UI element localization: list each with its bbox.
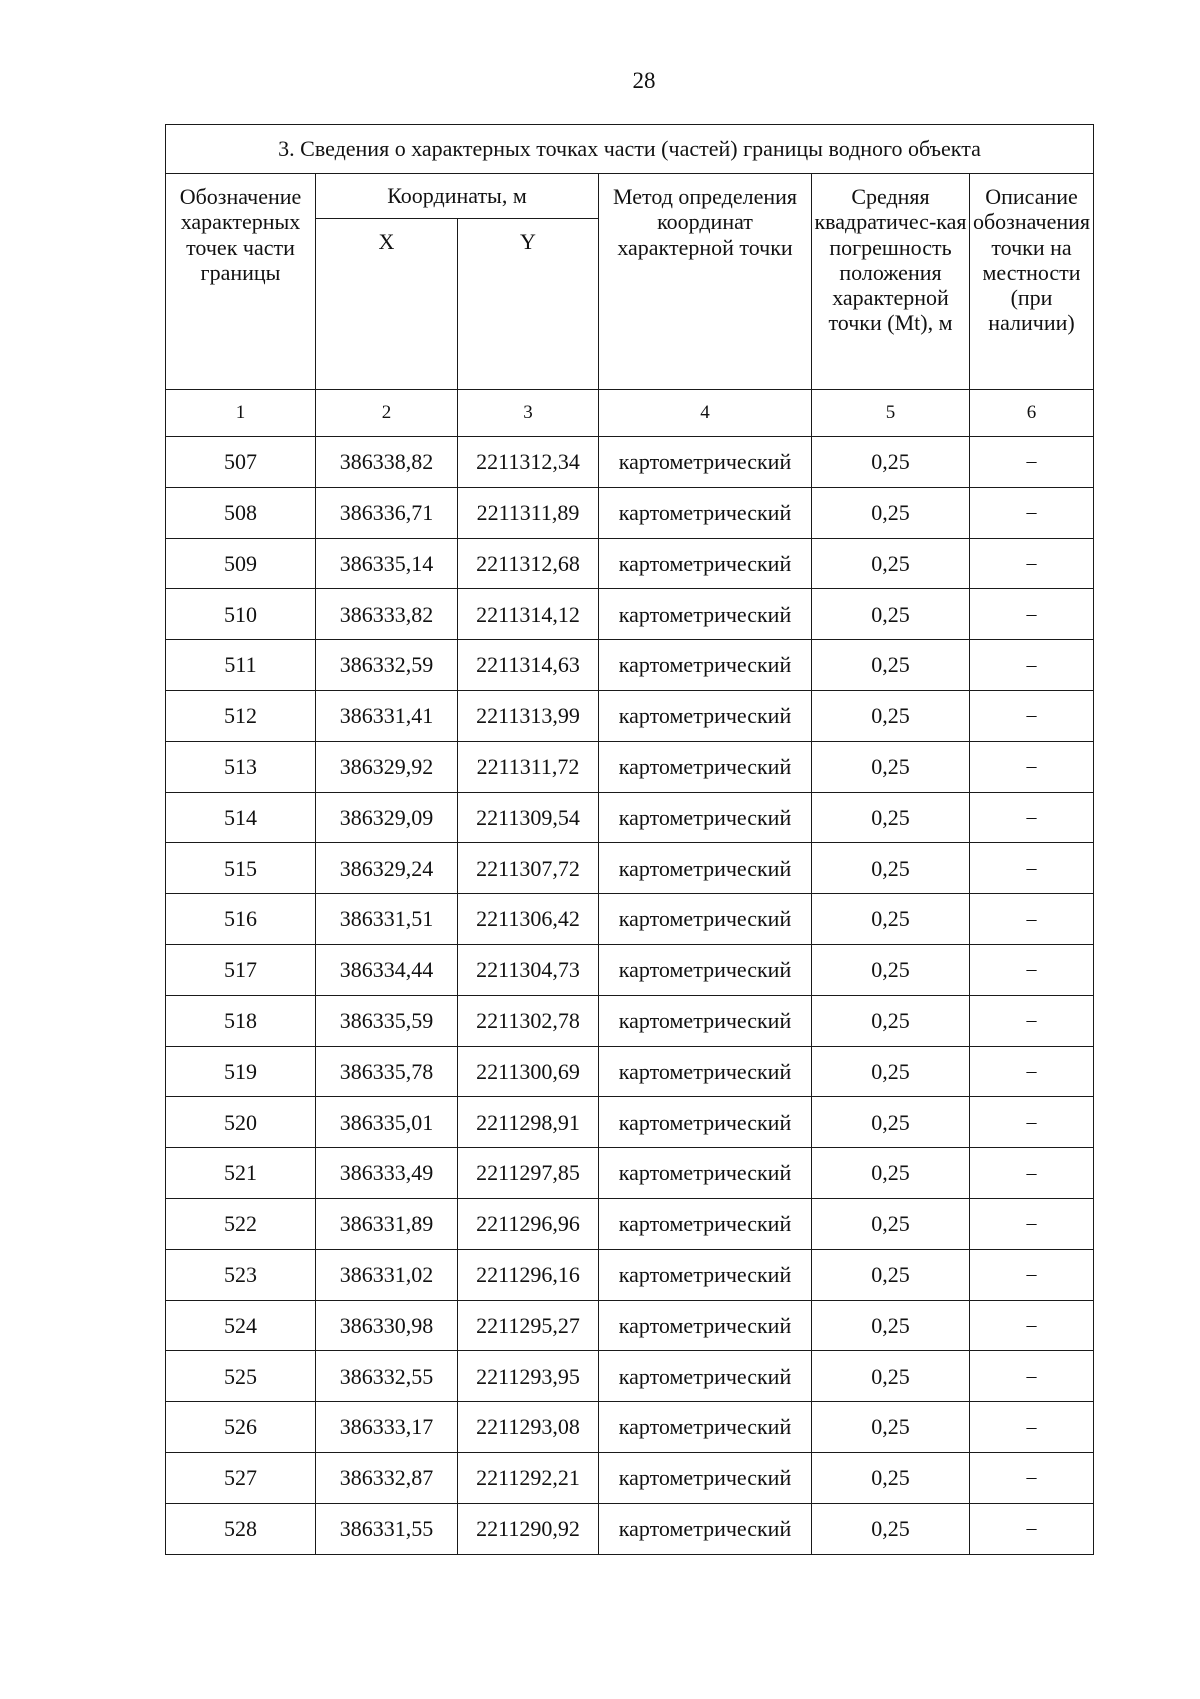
- description-cell: –: [970, 1046, 1094, 1097]
- description-cell: –: [970, 1300, 1094, 1351]
- description-cell: –: [970, 1351, 1094, 1402]
- boundary-points-table: [165, 124, 1094, 1555]
- point-id-cell: 528: [166, 1503, 316, 1554]
- description-cell: –: [970, 437, 1094, 488]
- method-cell: картометрический: [599, 995, 812, 1046]
- mean-square-error-cell: 0,25: [812, 1402, 970, 1453]
- table-row: [166, 792, 1094, 843]
- point-id-cell: 525: [166, 1351, 316, 1402]
- table-row: [166, 894, 1094, 945]
- point-id-cell: 527: [166, 1452, 316, 1503]
- point-id-cell: 518: [166, 995, 316, 1046]
- table-title: 3. Сведения о характерных точках части (частей) границы водного объекта: [166, 125, 1094, 174]
- x-coordinate-cell: 386332,87: [316, 1452, 458, 1503]
- description-cell: –: [970, 741, 1094, 792]
- table-row: [166, 1402, 1094, 1453]
- table-body: [166, 437, 1094, 1555]
- x-coordinate-cell: 386334,44: [316, 944, 458, 995]
- table-header: [166, 125, 1094, 437]
- description-cell: –: [970, 995, 1094, 1046]
- point-id-cell: 508: [166, 487, 316, 538]
- x-coordinate-cell: 386335,01: [316, 1097, 458, 1148]
- method-cell: картометрический: [599, 640, 812, 691]
- y-coordinate-cell: 2211309,54: [458, 792, 599, 843]
- point-id-cell: 526: [166, 1402, 316, 1453]
- header-description: Описание обозначения точки на местности (при наличии): [970, 174, 1094, 390]
- point-id-cell: 520: [166, 1097, 316, 1148]
- header-y: Y: [458, 219, 599, 390]
- column-number: 1: [166, 390, 316, 437]
- table-row: [166, 1097, 1094, 1148]
- y-coordinate-cell: 2211312,68: [458, 538, 599, 589]
- point-id-cell: 510: [166, 589, 316, 640]
- table-row: [166, 640, 1094, 691]
- y-coordinate-cell: 2211304,73: [458, 944, 599, 995]
- method-cell: картометрический: [599, 843, 812, 894]
- y-coordinate-cell: 2211295,27: [458, 1300, 599, 1351]
- y-coordinate-cell: 2211302,78: [458, 995, 599, 1046]
- y-coordinate-cell: 2211300,69: [458, 1046, 599, 1097]
- header-designation: Обозначение характерных точек части границы: [166, 174, 316, 390]
- point-id-cell: 512: [166, 690, 316, 741]
- mean-square-error-cell: 0,25: [812, 1198, 970, 1249]
- description-cell: –: [970, 894, 1094, 945]
- page-number: 28: [632, 68, 656, 93]
- table-row: [166, 1452, 1094, 1503]
- method-cell: картометрический: [599, 1503, 812, 1554]
- mean-square-error-cell: 0,25: [812, 1452, 970, 1503]
- method-cell: картометрический: [599, 944, 812, 995]
- method-cell: картометрический: [599, 690, 812, 741]
- table-row: [166, 1300, 1094, 1351]
- x-coordinate-cell: 386333,82: [316, 589, 458, 640]
- mean-square-error-cell: 0,25: [812, 1351, 970, 1402]
- y-coordinate-cell: 2211293,95: [458, 1351, 599, 1402]
- header-coordinates: Координаты, м: [316, 174, 599, 219]
- x-coordinate-cell: 386330,98: [316, 1300, 458, 1351]
- mean-square-error-cell: 0,25: [812, 640, 970, 691]
- table-row: [166, 1503, 1094, 1554]
- method-cell: картометрический: [599, 589, 812, 640]
- y-coordinate-cell: 2211313,99: [458, 690, 599, 741]
- mean-square-error-cell: 0,25: [812, 1046, 970, 1097]
- description-cell: –: [970, 589, 1094, 640]
- x-coordinate-cell: 386331,51: [316, 894, 458, 945]
- x-coordinate-cell: 386331,89: [316, 1198, 458, 1249]
- y-coordinate-cell: 2211311,89: [458, 487, 599, 538]
- point-id-cell: 517: [166, 944, 316, 995]
- mean-square-error-cell: 0,25: [812, 1300, 970, 1351]
- y-coordinate-cell: 2211307,72: [458, 843, 599, 894]
- point-id-cell: 513: [166, 741, 316, 792]
- mean-square-error-cell: 0,25: [812, 792, 970, 843]
- table-row: [166, 1198, 1094, 1249]
- x-coordinate-cell: 386332,59: [316, 640, 458, 691]
- method-cell: картометрический: [599, 741, 812, 792]
- point-id-cell: 519: [166, 1046, 316, 1097]
- mean-square-error-cell: 0,25: [812, 1249, 970, 1300]
- point-id-cell: 522: [166, 1198, 316, 1249]
- mean-square-error-cell: 0,25: [812, 538, 970, 589]
- method-cell: картометрический: [599, 1046, 812, 1097]
- description-cell: –: [970, 944, 1094, 995]
- y-coordinate-cell: 2211290,92: [458, 1503, 599, 1554]
- x-coordinate-cell: 386331,55: [316, 1503, 458, 1554]
- method-cell: картометрический: [599, 1148, 812, 1199]
- table-row: [166, 690, 1094, 741]
- table-row: [166, 741, 1094, 792]
- y-coordinate-cell: 2211296,16: [458, 1249, 599, 1300]
- x-coordinate-cell: 386329,92: [316, 741, 458, 792]
- description-cell: –: [970, 538, 1094, 589]
- column-number: 4: [599, 390, 812, 437]
- description-cell: –: [970, 843, 1094, 894]
- mean-square-error-cell: 0,25: [812, 741, 970, 792]
- point-id-cell: 521: [166, 1148, 316, 1199]
- y-coordinate-cell: 2211306,42: [458, 894, 599, 945]
- description-cell: –: [970, 1503, 1094, 1554]
- point-id-cell: 514: [166, 792, 316, 843]
- table-row: [166, 995, 1094, 1046]
- column-number: 2: [316, 390, 458, 437]
- method-cell: картометрический: [599, 1198, 812, 1249]
- point-id-cell: 523: [166, 1249, 316, 1300]
- x-coordinate-cell: 386331,02: [316, 1249, 458, 1300]
- point-id-cell: 511: [166, 640, 316, 691]
- x-coordinate-cell: 386331,41: [316, 690, 458, 741]
- x-coordinate-cell: 386336,71: [316, 487, 458, 538]
- description-cell: –: [970, 1148, 1094, 1199]
- method-cell: картометрический: [599, 894, 812, 945]
- table-row: [166, 1351, 1094, 1402]
- mean-square-error-cell: 0,25: [812, 487, 970, 538]
- method-cell: картометрический: [599, 792, 812, 843]
- mean-square-error-cell: 0,25: [812, 995, 970, 1046]
- mean-square-error-cell: 0,25: [812, 437, 970, 488]
- description-cell: –: [970, 1198, 1094, 1249]
- x-coordinate-cell: 386332,55: [316, 1351, 458, 1402]
- x-coordinate-cell: 386333,49: [316, 1148, 458, 1199]
- method-cell: картометрический: [599, 1097, 812, 1148]
- mean-square-error-cell: 0,25: [812, 1148, 970, 1199]
- table-row: [166, 1148, 1094, 1199]
- x-coordinate-cell: 386329,09: [316, 792, 458, 843]
- y-coordinate-cell: 2211297,85: [458, 1148, 599, 1199]
- point-id-cell: 515: [166, 843, 316, 894]
- y-coordinate-cell: 2211314,12: [458, 589, 599, 640]
- method-cell: картометрический: [599, 1249, 812, 1300]
- point-id-cell: 524: [166, 1300, 316, 1351]
- description-cell: –: [970, 640, 1094, 691]
- description-cell: –: [970, 690, 1094, 741]
- description-cell: –: [970, 792, 1094, 843]
- x-coordinate-cell: 386335,78: [316, 1046, 458, 1097]
- y-coordinate-cell: 2211314,63: [458, 640, 599, 691]
- table-row: [166, 437, 1094, 488]
- x-coordinate-cell: 386335,59: [316, 995, 458, 1046]
- y-coordinate-cell: 2211293,08: [458, 1402, 599, 1453]
- mean-square-error-cell: 0,25: [812, 843, 970, 894]
- table-row: [166, 1046, 1094, 1097]
- mean-square-error-cell: 0,25: [812, 589, 970, 640]
- description-cell: –: [970, 1097, 1094, 1148]
- header-mean-square-error: Средняя квадратичес-кая погрешность положения характерной точки (Mt), м: [812, 174, 970, 390]
- header-method: Метод определения координат характерной точки: [599, 174, 812, 390]
- method-cell: картометрический: [599, 437, 812, 488]
- column-number: 5: [812, 390, 970, 437]
- description-cell: –: [970, 1249, 1094, 1300]
- description-cell: –: [970, 1402, 1094, 1453]
- method-cell: картометрический: [599, 1351, 812, 1402]
- column-numbers-row: [166, 390, 1094, 437]
- point-id-cell: 507: [166, 437, 316, 488]
- point-id-cell: 516: [166, 894, 316, 945]
- mean-square-error-cell: 0,25: [812, 1503, 970, 1554]
- point-id-cell: 509: [166, 538, 316, 589]
- table-row: [166, 589, 1094, 640]
- mean-square-error-cell: 0,25: [812, 690, 970, 741]
- y-coordinate-cell: 2211312,34: [458, 437, 599, 488]
- x-coordinate-cell: 386329,24: [316, 843, 458, 894]
- header-x: X: [316, 219, 458, 390]
- table-row: [166, 1249, 1094, 1300]
- mean-square-error-cell: 0,25: [812, 944, 970, 995]
- method-cell: картометрический: [599, 1402, 812, 1453]
- y-coordinate-cell: 2211298,91: [458, 1097, 599, 1148]
- description-cell: –: [970, 1452, 1094, 1503]
- mean-square-error-cell: 0,25: [812, 894, 970, 945]
- method-cell: картометрический: [599, 1452, 812, 1503]
- table-row: [166, 487, 1094, 538]
- method-cell: картометрический: [599, 487, 812, 538]
- method-cell: картометрический: [599, 1300, 812, 1351]
- y-coordinate-cell: 2211292,21: [458, 1452, 599, 1503]
- description-cell: –: [970, 487, 1094, 538]
- table-row: [166, 843, 1094, 894]
- mean-square-error-cell: 0,25: [812, 1097, 970, 1148]
- y-coordinate-cell: 2211296,96: [458, 1198, 599, 1249]
- y-coordinate-cell: 2211311,72: [458, 741, 599, 792]
- table-row: [166, 944, 1094, 995]
- x-coordinate-cell: 386338,82: [316, 437, 458, 488]
- x-coordinate-cell: 386335,14: [316, 538, 458, 589]
- x-coordinate-cell: 386333,17: [316, 1402, 458, 1453]
- column-number: 3: [458, 390, 599, 437]
- column-number: 6: [970, 390, 1094, 437]
- table-row: [166, 538, 1094, 589]
- method-cell: картометрический: [599, 538, 812, 589]
